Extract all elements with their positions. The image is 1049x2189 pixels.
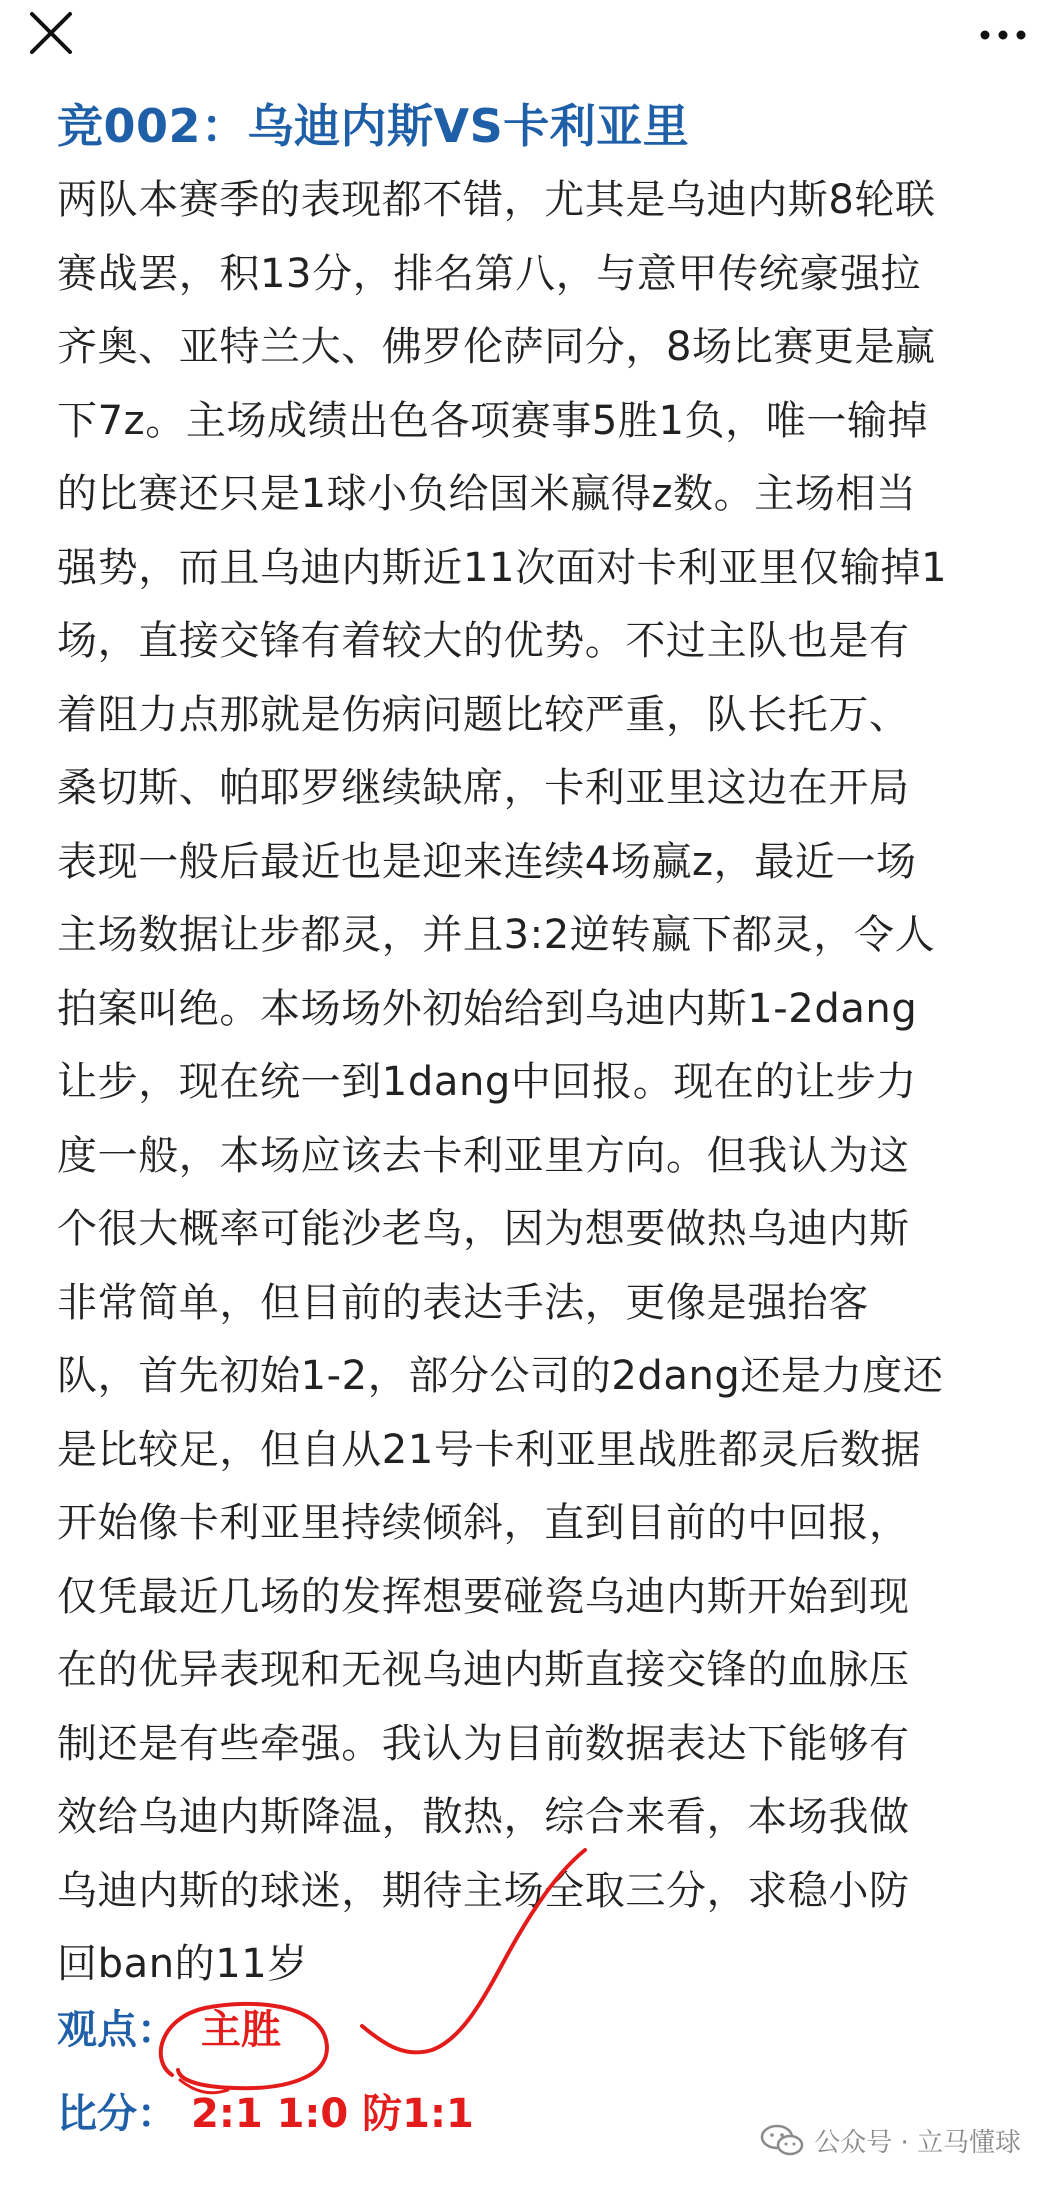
article-title: 竞002：乌迪内斯VS卡利亚里	[57, 99, 690, 153]
watermark-text: 公众号 · 立马懂球	[814, 2127, 1021, 2158]
close-icon[interactable]	[26, 8, 80, 62]
opinion-line	[57, 2000, 957, 2060]
score-value: 2:1 1:0 防1:1	[191, 2091, 474, 2137]
article-body: 两队本赛季的表现都不错，尤其是乌迪内斯8轮联 赛战罢，积13分，排名第八，与意甲传统豪强拉 齐奥、亚特兰大、佛罗伦萨同分，8场比赛更是赢 下7z。主场成绩出色各项赛事5胜1负，唯一输掉 的比赛还只是1球小负给国米赢得z数。主场相当 强势，而且乌迪内斯近11次面对卡利亚里仅输掉1 场，直接交锋有着较大的优势。不过主队也是有 着阻力点那就是伤病问题比较严重，队长托万、 桑切斯、帕耶罗继续缺席，卡利亚里这边在开局 表现一般后最近也是迎来连续4场赢z，最近一场 主场数据让步都灵，并且3:2逆转赢下都灵，令人 拍案叫绝。本场场外初始给到乌迪内斯1-2dang 让步，现在统一到1dang中回报。现在的让步力 度一般，本场应该去卡利亚里方向。但我认为这 个很大概率可能沙老鸟，因为想要做热乌迪内斯 非常简单，但目前的表达手法，更像是强抬客 队，首先初始1-2，部分公司的2dang还是力度还 是比较足，但自从21号卡利亚里战胜都灵后数据 开始像卡利亚里持续倾斜，直到目前的中回报， 仅凭最近几场的发挥想要碰瓷乌迪内斯开始到现 在的优异表现和无视乌迪内斯直接交锋的血脉压 制还是有些牵强。我认为目前数据表达下能够有 效给乌迪内斯降温，散热，综合来看，本场我做 乌迪内斯的球迷，期待主场全取三分，求稳小防 回ban的11岁	[57, 177, 948, 1987]
wechat-icon	[760, 2124, 804, 2156]
top-bar	[0, 0, 1049, 84]
more-dots-icon[interactable]	[969, 8, 1039, 62]
watermark	[760, 2118, 1021, 2162]
opinion-value: 主胜	[201, 2007, 281, 2053]
opinion-label: 观点：	[57, 2007, 177, 2053]
article-content	[57, 94, 1037, 2002]
score-label: 比分：	[57, 2091, 177, 2137]
